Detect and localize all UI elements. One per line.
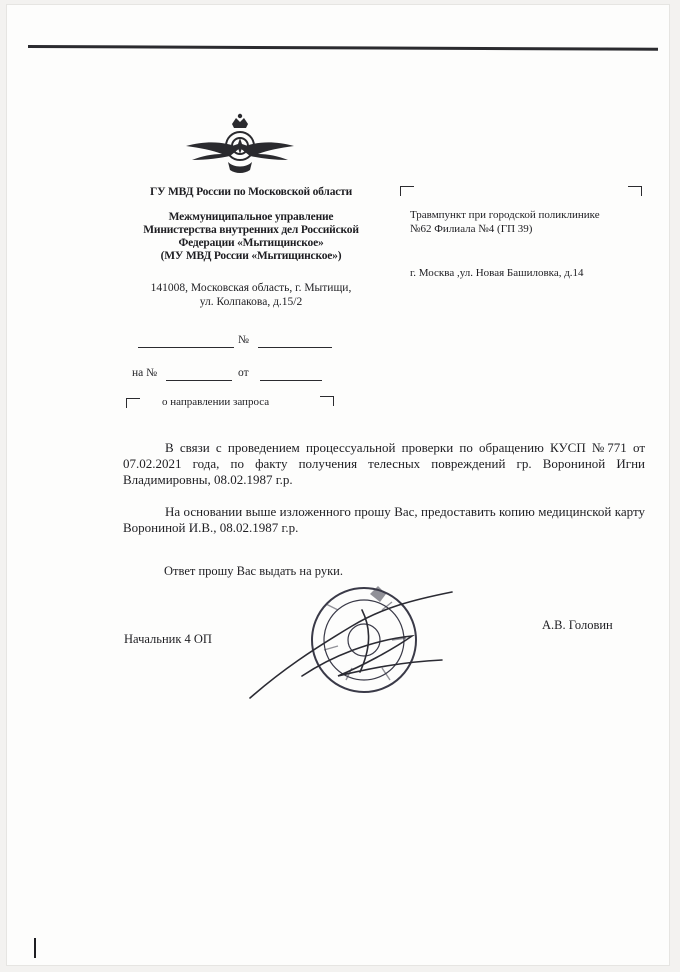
subject-line: о направлении запроса [162, 396, 270, 408]
org-sub-line: (МУ МВД России «Мытищинское») [160, 250, 342, 262]
signatory-name: А.В. Головин [542, 618, 613, 632]
org-main-name: ГУ МВД России по Московской области [149, 186, 353, 198]
sender-address [106, 281, 396, 309]
recipient-address: г. Москва ,ул. Новая Башиловка, д.14 [410, 267, 584, 279]
mvd-emblem-icon [182, 112, 298, 178]
outgoing-number-line [258, 347, 332, 348]
top-border-line [28, 45, 658, 51]
body-paragraph-2: На основании выше изложенного прошу Вас, предоставить копию медицинской карту Ворониной И.В., 08.02.1987 г.р. [123, 504, 645, 535]
recipient-line: Травмпункт при городской поликлинике [410, 209, 600, 221]
sender-block [106, 186, 396, 309]
ref-date-line [260, 380, 322, 381]
address-line: 141008, Московская область, г. Мытищи, [150, 282, 352, 294]
org-sub-line: Министерства внутренних дел Российской [143, 224, 359, 236]
recipient-bracket-left [400, 186, 414, 196]
ref-date-label: от [238, 367, 249, 379]
ref-number-label: на № [132, 367, 158, 379]
recipient-block [410, 208, 650, 236]
recipient-line: №62 Филиала №4 (ГП 39) [410, 223, 533, 235]
closing-request: Ответ прошу Вас выдать на руки. [164, 564, 343, 578]
outgoing-date-line [138, 347, 234, 348]
outgoing-number-sign: № [238, 334, 249, 346]
signatory-title: Начальник 4 ОП [124, 632, 212, 646]
address-line: ул. Колпакова, д.15/2 [199, 296, 303, 308]
body-paragraph-1: В связи с проведением процессуальной проверки по обращению КУСП №771 от 07.02.2021 года, по факту получения телесных повреждений гр. Ворониной Игни Владимировны, 08.02.1987 г.р. [123, 440, 645, 487]
org-sub-name [106, 211, 396, 263]
ref-number-line [166, 380, 232, 381]
subject-bracket-left [126, 398, 140, 408]
scan-edge-mark [34, 938, 36, 958]
document-page [6, 4, 670, 966]
org-sub-line: Федерации «Мытищинское» [178, 237, 324, 249]
official-stamp-icon [242, 580, 472, 704]
org-sub-line: Межмуниципальное управление [168, 211, 334, 223]
recipient-bracket-right [628, 186, 642, 196]
subject-bracket-right [320, 396, 334, 406]
